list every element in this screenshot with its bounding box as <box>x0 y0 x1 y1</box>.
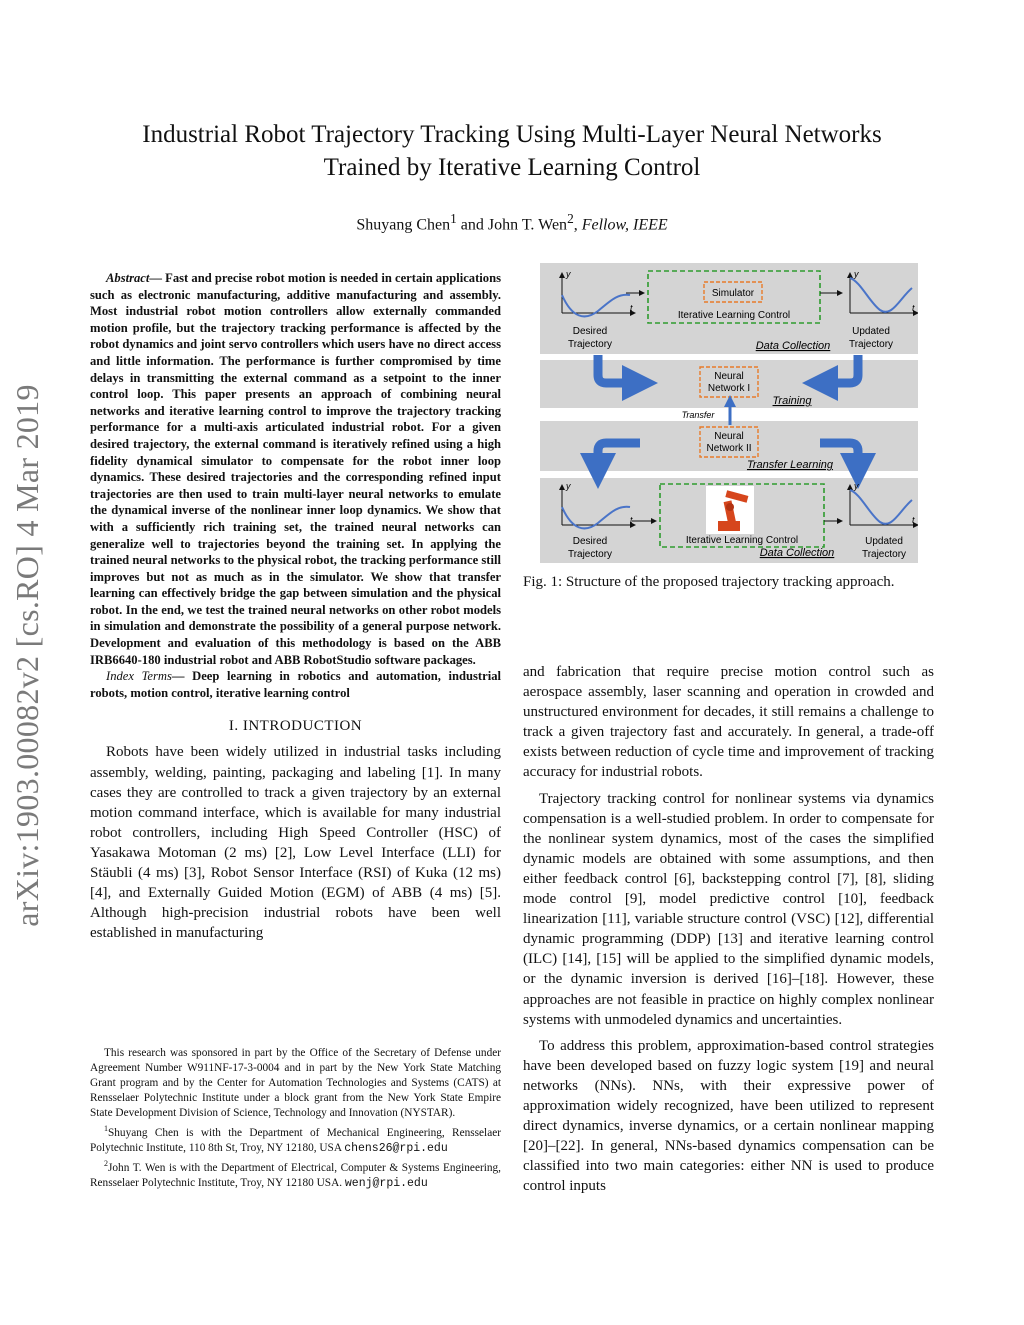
updated-label-top-2: Trajectory <box>848 339 894 350</box>
footnote-1-email[interactable]: chens26@rpi.edu <box>344 1141 448 1155</box>
figure-1-diagram <box>540 263 918 563</box>
index-terms-dash: — <box>171 669 193 684</box>
footnote-1 <box>90 1121 501 1156</box>
footnote-1-mark: 1 <box>104 1124 108 1133</box>
updated-label-bottom-2: Trajectory <box>861 549 907 560</box>
axis-y-label-4: y <box>854 481 859 491</box>
axis-y-label-2: y <box>854 269 859 279</box>
simulator-label: Simulator <box>711 288 755 299</box>
ilc-label-bottom: Iterative Learning Control <box>685 535 799 546</box>
author-1-affil-mark: 1 <box>450 211 457 226</box>
author-line <box>80 211 944 234</box>
author-2-title: Fellow, IEEE <box>581 216 668 234</box>
axis-t-label-4: t <box>912 515 915 525</box>
transfer-label: Transfer <box>681 410 715 420</box>
index-terms-label: Index Terms <box>106 669 172 684</box>
section-heading-introduction: I. INTRODUCTION <box>228 718 363 735</box>
author-1: Shuyang Chen <box>356 216 451 234</box>
desired-label-top-1: Desired <box>572 326 608 337</box>
nn1-label-1: Neural <box>714 371 744 382</box>
intro-paragraph-1: Robots have been widely utilized in industrial tasks including assembly, welding, painting, packaging and labeling [1]. In many cases they are controlled to track a given trajectory by an external motion command interface, which is available for many industrial robot controllers, including High Speed Controller (HSC) of Yasakawa Motoman (2 ms) [2], Low Level Interface (LLI) for Stäubli (4 ms) [3], Robot Sensor Interface (RSI) of Kuka (12 ms) [4], and Externally Guided Motion (EGM) of ABB (4 ms) [5]. Although high-precision industrial robots have been well established in manufacturing <box>90 744 501 942</box>
nn2-label-1: Neural <box>714 431 744 442</box>
data-collection-label-top: Data Collection <box>755 340 831 352</box>
right-paragraph-2: Trajectory tracking control for nonlinear systems via dynamics compensation is a well-studied problem. In order to compensate for the nonlinear system dynamics, most of the cases the simplified dynamic models are obtained with some assumptions, and then either feedback control [6], backstepping control [7], [8], sliding mode control [9], model predictive control [10], feedback linearization [11], variable structure control (VSC) [12], differential dynamic programming (DDP) [13] and iterative learning control (ILC) [14], [15] will be applied to the simplified dynamic models, or the dynamic inversion is derived [16]–[18]. However, these approaches are not feasible in practice on highly complex nonlinear systems with unmodeled dynamics and uncertainties. <box>523 790 934 1028</box>
data-collection-label-bottom: Data Collection <box>759 547 835 559</box>
footnote-1-text: Shuyang Chen is with the Department of Mechanical Engineering, Rensselaer Polytechnic Institute, 110 8th St, Troy, NY 12180, USA <box>90 1126 501 1154</box>
right-paragraph-3: To address this problem, approximation-based control strategies have been developed based on fuzzy logic system [19] and neural networks (NNs). NNs, with their expressive power of approximation widely recognized, have been utilized to represent direct dynamics, inverse dynamics, or a certain nonlinear mapping [20]–[22]. In general, NNs-based dynamics compensation can be classified into two main categories: either NN is used to produce control inputs <box>523 1037 934 1195</box>
desired-label-top-2: Trajectory <box>567 339 613 350</box>
axis-t-label-3: t <box>630 515 633 525</box>
author-sep: , <box>573 216 582 234</box>
abstract <box>90 270 501 668</box>
abstract-label: Abstract <box>106 271 150 285</box>
nn1-label-2: Network I <box>707 383 751 394</box>
title-line-1: Industrial Robot Trajectory Tracking Using Multi-Layer Neural Networks <box>142 121 882 148</box>
left-column <box>90 270 501 943</box>
updated-label-top-1: Updated <box>852 326 890 337</box>
desired-label-bottom-1: Desired <box>572 536 608 547</box>
right-paragraph-1: and fabrication that require precise motion control such as aerospace assembly, laser scanning and operation in crowded and unstructured environment for decades, it still remains a challenge to track a given trajectory fast and accurately. In general, a trade-off exists between reduction of cycle time and improvement of tracking accuracy for industrial robots. <box>523 664 934 781</box>
figure-1-caption: Fig. 1: Structure of the proposed trajectory tracking approach. <box>523 574 895 590</box>
right-column <box>523 662 934 1196</box>
footnote-2 <box>90 1156 501 1191</box>
training-label: Training <box>772 395 812 407</box>
arxiv-stamp-text: arXiv:1903.00082v2 [cs.RO] 4 Mar 2019 <box>8 383 45 927</box>
axis-y-label: y <box>566 269 571 279</box>
footnote-2-text: John T. Wen is with the Department of Electrical, Computer & Systems Engineering, Rensselaer Polytechnic Institute, Troy, NY 12180 USA. <box>90 1161 501 1189</box>
transfer-learning-label: Transfer Learning <box>746 459 834 471</box>
index-terms <box>90 668 501 701</box>
footnotes <box>90 1046 501 1191</box>
footnote-2-mark: 2 <box>104 1158 108 1168</box>
updated-label-bottom-1: Updated <box>865 536 903 547</box>
axis-t-label-2: t <box>912 303 915 313</box>
index-terms-text: Deep learning in robotics and automation, industrial robots, motion control, iterative learning control <box>90 669 501 700</box>
abstract-dash: — <box>149 271 166 285</box>
axis-y-label-3: y <box>566 481 571 491</box>
desired-label-bottom-2: Trajectory <box>567 549 613 560</box>
paper-title <box>80 118 944 184</box>
author-2-affil-mark: 2 <box>567 211 574 226</box>
axis-t-label: t <box>630 303 633 313</box>
funding-footnote: This research was sponsored in part by the Office of the Secretary of Defense under Agreement Number W911NF-17-3-0004 and in part by the New York State Matching Grant program and by the Center for Automation Technologies and Systems (CATS) at Rensselaer Polytechnic Institute under a block grant from the New York State Empire State Development Division of Science, Technology and Innovation (NYSTAR). <box>90 1047 501 1119</box>
nn2-label-2: Network II <box>706 443 752 454</box>
arxiv-stamp <box>2 355 52 955</box>
title-line-2: Trained by Iterative Learning Control <box>323 154 701 181</box>
robot-icon <box>706 486 754 534</box>
author-2: and John T. Wen <box>456 216 568 234</box>
footnote-2-email[interactable]: wenj@rpi.edu <box>344 1176 428 1190</box>
ilc-label-top: Iterative Learning Control <box>677 310 791 321</box>
figure-1 <box>540 263 918 563</box>
abstract-text: Fast and precise robot motion is needed in certain applications such as electronic manufacturing, additive manufacturing and assembly. Most industrial robot motion controllers allow externally commanded motion profile, but the trajectory tracking performance is affected by the robot dynamics and joint servo controllers which users have no direct access and little information. The performance is further compromised by time delays in transmitting the external command as a setpoint to the inner control loop. This paper presents an approach of combining neural networks and iterative learning control to improve the trajectory tracking performance for a multi-axis articulated industrial robot. For a given desired trajectory, the external command is iteratively refined using a high fidelity dynamical simulator to compensate for the robot inner loop dynamics. These desired trajectories and the corresponding refined input trajectories are then used to train multi-layer neural networks to emulate the dynamical inverse of the nonlinear inner loop dynamics. We show that with a sufficiently rich training set, the trained neural networks can generalize well to trajectories beyond the training set. In applying the trained neural networks to the physical robot, the tracking performance still improves but not as much as in the simulator. We show that transfer learning can effectively bridge the gap between simulation and the physical robot. In the end, we test the trained neural networks on other robot models in simulation and demonstrate the possibility of a general purpose network. Development and evaluation of this methodology is based on the ABB IRB6640-180 industrial robot and ABB RobotStudio software packages. <box>90 271 501 667</box>
